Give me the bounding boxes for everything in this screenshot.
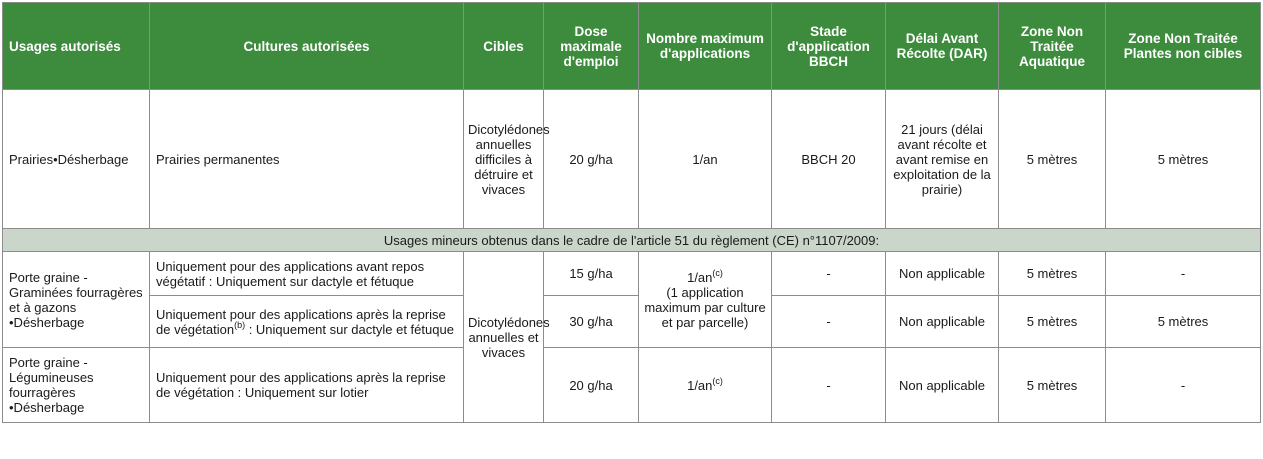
cell-dose: 20 g/ha xyxy=(544,90,639,229)
cell-culture xyxy=(150,296,464,348)
nombre-footnote: (c) xyxy=(712,267,723,278)
header-znp: Zone Non Traitée Plantes non cibles xyxy=(1106,3,1261,90)
culture-footnote: (b) xyxy=(234,319,246,330)
cell-dar: Non applicable xyxy=(886,348,999,423)
cell-culture: Uniquement pour des applications avant repos végétatif : Uniquement sur dactyle et fétuque xyxy=(150,252,464,296)
cell-usage: Prairies•Désherbage xyxy=(3,90,150,229)
cell-nombre: 1/an xyxy=(639,90,772,229)
cell-znp: - xyxy=(1106,348,1261,423)
header-dar: Délai Avant Récolte (DAR) xyxy=(886,3,999,90)
cell-stade: - xyxy=(772,296,886,348)
table-row xyxy=(3,296,1261,348)
cell-zna: 5 mètres xyxy=(999,90,1106,229)
cell-nombre xyxy=(639,348,772,423)
table-row xyxy=(3,252,1261,296)
cell-dose: 20 g/ha xyxy=(544,348,639,423)
cell-culture: Prairies permanentes xyxy=(150,90,464,229)
header-dose: Dose maximale d'emploi xyxy=(544,3,639,90)
header-nombre: Nombre maximum d'applications xyxy=(639,3,772,90)
cell-zna: 5 mètres xyxy=(999,348,1106,423)
cell-dar: Non applicable xyxy=(886,252,999,296)
cell-usage: Porte graine - Graminées fourragères et à gazons •Désherbage xyxy=(3,252,150,348)
header-stade: Stade d'application BBCH xyxy=(772,3,886,90)
cell-culture: Uniquement pour des applications après la reprise de végétation : Uniquement sur lotier xyxy=(150,348,464,423)
cell-stade: BBCH 20 xyxy=(772,90,886,229)
header-cibles: Cibles xyxy=(464,3,544,90)
cell-cibles: Dicotylédones annuelles difficiles à détruire et vivaces xyxy=(464,90,544,229)
cell-stade: - xyxy=(772,252,886,296)
cell-dose: 15 g/ha xyxy=(544,252,639,296)
cell-znp: 5 mètres xyxy=(1106,296,1261,348)
culture-text-b: : Uniquement sur dactyle et fétuque xyxy=(245,321,454,337)
cell-znp: 5 mètres xyxy=(1106,90,1261,229)
cell-nombre xyxy=(639,252,772,348)
cell-dar: Non applicable xyxy=(886,296,999,348)
header-row xyxy=(3,3,1261,90)
cell-dar: 21 jours (délai avant récolte et avant remise en exploitation de la prairie) xyxy=(886,90,999,229)
banner-text: Usages mineurs obtenus dans le cadre de l'article 51 du règlement (CE) n°1107/2009: xyxy=(3,229,1261,252)
cell-stade: - xyxy=(772,348,886,423)
cell-zna: 5 mètres xyxy=(999,296,1106,348)
banner-row xyxy=(3,229,1261,252)
table-row xyxy=(3,90,1261,229)
table-row xyxy=(3,348,1261,423)
header-usages: Usages autorisés xyxy=(3,3,150,90)
header-zna: Zone Non Traitée Aquatique xyxy=(999,3,1106,90)
cell-znp: - xyxy=(1106,252,1261,296)
culture-text-a: Uniquement pour des applications après la reprise de végétation xyxy=(156,306,446,337)
usages-table xyxy=(2,2,1261,423)
nombre-main: 1/an xyxy=(687,269,713,285)
cell-cibles: Dicotylédones annuelles et vivaces xyxy=(464,252,544,423)
nombre-note: (1 application maximum par culture et par parcelle) xyxy=(644,284,766,330)
cell-zna: 5 mètres xyxy=(999,252,1106,296)
nombre-footnote: (c) xyxy=(712,375,723,386)
nombre-main: 1/an xyxy=(687,377,713,393)
cell-usage: Porte graine - Légumineuses fourragères •Désherbage xyxy=(3,348,150,423)
cell-dose: 30 g/ha xyxy=(544,296,639,348)
header-cultures: Cultures autorisées xyxy=(150,3,464,90)
